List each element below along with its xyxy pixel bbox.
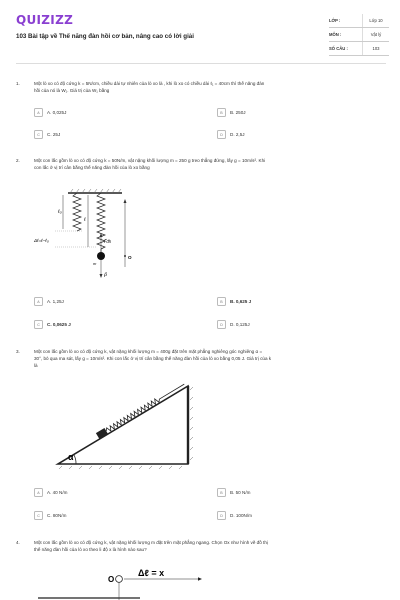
question-4 bbox=[16, 539, 386, 555]
option-text: A. 0,025J bbox=[47, 110, 67, 115]
meta-row-count bbox=[329, 42, 389, 56]
option-text: B. 50 N/m bbox=[230, 490, 251, 495]
question-text bbox=[34, 539, 394, 553]
question-line: con lắc ở vị trí cân bằng thế năng đàn hồi của lò xo bằng bbox=[34, 165, 150, 170]
option-a[interactable] bbox=[34, 108, 66, 117]
figure-label: P⃗ bbox=[104, 273, 107, 278]
option-c[interactable] bbox=[34, 511, 66, 520]
option-text: D. 0,125J bbox=[230, 322, 250, 327]
option-text: C. 25J bbox=[47, 132, 61, 137]
option-letter: A bbox=[34, 488, 43, 497]
question-line: Một con lắc gồm lò xo có độ cứng k, vật nặng khối lượng m đặt trên mặt phẳng ngang. Chọn Ox như hình vẽ đồ thị bbox=[34, 540, 268, 545]
question-line: 30°, bỏ qua ma sát, lấy g = 10m/s². Khi con lắc ở vị trí cân bằng thế năng đàn hồi của lò xo bằng 0,05 J. Giá trị của k bbox=[34, 356, 272, 361]
option-letter: B bbox=[217, 297, 226, 306]
figure-label: ℓ bbox=[84, 217, 86, 223]
option-c[interactable] bbox=[34, 320, 71, 329]
question-text bbox=[34, 348, 394, 369]
figure-label: ℓ₀ bbox=[58, 209, 62, 215]
hanging-spring-figure bbox=[30, 185, 150, 285]
figure-label: m bbox=[93, 261, 97, 266]
document-title: 103 Bài tập về Thế năng đàn hồi cơ bản, nâng cao có lời giải bbox=[16, 33, 194, 40]
option-a[interactable] bbox=[34, 488, 67, 497]
question-number: 3. bbox=[16, 349, 20, 354]
question-line: Một con lắc gồm lò xo có độ cứng k = 50N/m, vật nặng khối lượng m = 250 g treo thẳng đứng, lấy g = 10m/s². Khi bbox=[34, 158, 266, 163]
meta-value: 103 bbox=[362, 42, 389, 55]
header-divider bbox=[16, 63, 386, 64]
meta-table bbox=[329, 14, 389, 56]
option-letter: C bbox=[34, 320, 43, 329]
meta-key: LỚP : bbox=[329, 18, 341, 23]
question-number: 4. bbox=[16, 540, 20, 545]
option-b[interactable] bbox=[217, 488, 250, 497]
figure-label: O bbox=[128, 255, 132, 260]
meta-value: Lớp 10 bbox=[362, 14, 389, 27]
question-number: 1. bbox=[16, 81, 20, 86]
figure-label: α bbox=[68, 452, 74, 462]
meta-row-class bbox=[329, 14, 389, 28]
question-text bbox=[34, 80, 394, 94]
option-b[interactable] bbox=[217, 108, 246, 117]
option-text: C. 0,0625 J bbox=[47, 322, 71, 327]
figure-label: O bbox=[108, 575, 115, 584]
option-text: B. 250J bbox=[230, 110, 246, 115]
quizizz-logo: QUIZIZZ bbox=[16, 13, 74, 27]
figure-label: Δℓ = x bbox=[138, 568, 165, 578]
option-c[interactable] bbox=[34, 130, 60, 139]
question-1 bbox=[16, 80, 386, 96]
question-line: thế năng đàn hồi của lò xo theo li độ x là hình nào sau? bbox=[34, 547, 147, 552]
question-line: Một con lắc gồm lò xo có độ cứng k, vật nặng khối lượng m = 400g đặt trên mặt phẳng nghiêng góc nghiêng α = bbox=[34, 349, 263, 354]
figure-label: F⃗đh bbox=[104, 239, 112, 244]
option-letter: C bbox=[34, 511, 43, 520]
option-letter: A bbox=[34, 108, 43, 117]
option-a[interactable] bbox=[34, 297, 64, 306]
question-number: 2. bbox=[16, 158, 20, 163]
meta-key: MÔN : bbox=[329, 32, 342, 37]
question-line: Một lò xo có độ cứng k = 5N/cm, chiều dài tự nhiên của lò xo là , khi lò xo có chiều dài ℓ₁ = 40cm thì thế năng đàn bbox=[34, 81, 265, 86]
option-letter: D bbox=[217, 320, 226, 329]
option-letter: B bbox=[217, 488, 226, 497]
option-letter: B bbox=[217, 108, 226, 117]
option-text: B. 0,625 J bbox=[230, 299, 252, 304]
meta-value: Vật lý bbox=[362, 28, 389, 41]
question-3 bbox=[16, 348, 386, 372]
horizontal-spring-figure bbox=[30, 562, 230, 600]
question-line: hồi của nó là W₁. Giá trị của W₁ bằng bbox=[34, 88, 110, 93]
option-d[interactable] bbox=[217, 511, 252, 520]
option-text: D. 2,5J bbox=[230, 132, 245, 137]
option-letter: D bbox=[217, 130, 226, 139]
question-text bbox=[34, 157, 394, 171]
option-text: A. 40 N/m bbox=[47, 490, 68, 495]
option-d[interactable] bbox=[217, 130, 245, 139]
incline-figure bbox=[38, 380, 198, 476]
option-text: D. 100N/m bbox=[230, 513, 252, 518]
meta-key: SỐ CÂU : bbox=[329, 46, 348, 51]
meta-row-subject bbox=[329, 28, 389, 42]
question-2 bbox=[16, 157, 386, 173]
option-letter: A bbox=[34, 297, 43, 306]
option-b[interactable] bbox=[217, 297, 251, 306]
option-letter: C bbox=[34, 130, 43, 139]
option-d[interactable] bbox=[217, 320, 250, 329]
option-letter: D bbox=[217, 511, 226, 520]
figure-label: Δℓ=ℓ−ℓ₀ bbox=[34, 238, 49, 243]
question-line: là bbox=[34, 363, 38, 368]
option-text: C. 80N/m bbox=[47, 513, 67, 518]
option-text: A. 1,25J bbox=[47, 299, 64, 304]
